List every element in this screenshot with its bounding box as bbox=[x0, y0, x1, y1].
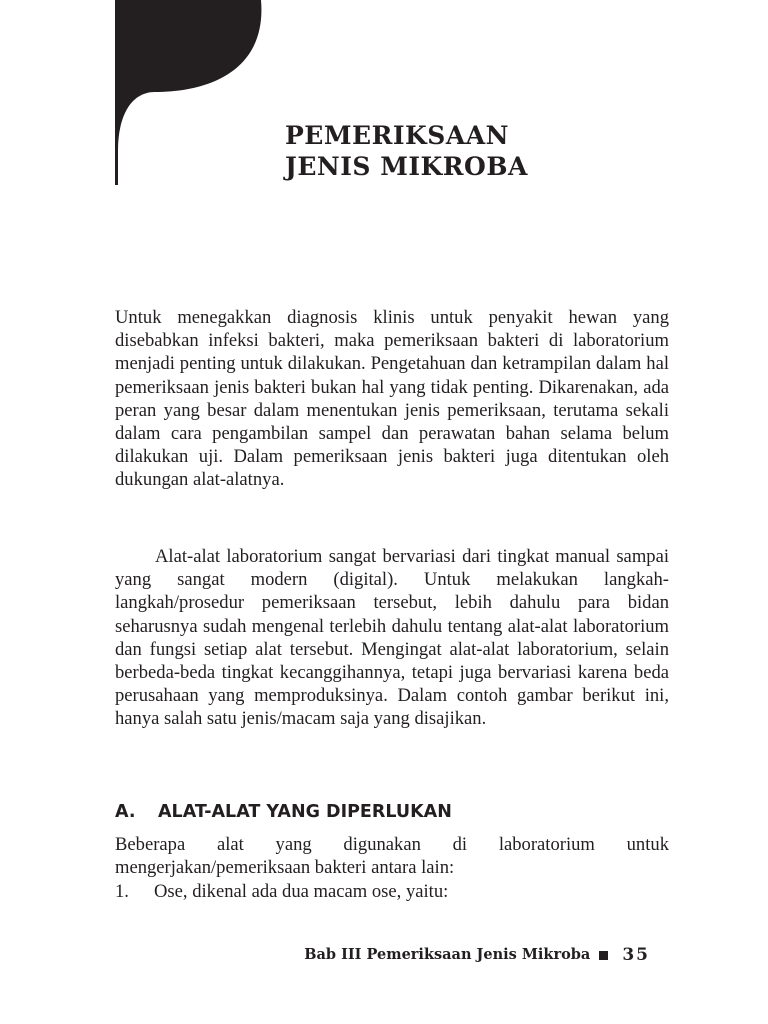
chapter-title bbox=[285, 120, 528, 182]
paragraph-text: Alat-alat laboratorium sangat bervariasi dari tingkat manual sampai yang sangat modern (digital). Untuk melakukan langkah-langkah/prosedur pemeriksaan tersebut, lebih dahulu para bidan seharusnya sudah mengenal terlebih dahulu tentang alat-alat laboratorium dan fungsi setiap alat tersebut. Mengingat alat-alat laboratorium, selain berbeda-beda tingkat kecanggihannya, tetapi juga bervariasi karena beda perusahaan yang memproduksinya. Dalam contoh gambar berikut ini, hanya salah satu jenis/macam saja yang disajikan. bbox=[115, 546, 669, 730]
chapter-label: BAB bbox=[134, 113, 214, 149]
list-item-text: Ose, dikenal ada dua macam ose, yaitu: bbox=[154, 881, 449, 902]
section-letter: A. bbox=[115, 802, 136, 822]
section-intro bbox=[115, 833, 669, 879]
page-footer bbox=[304, 944, 650, 966]
chapter-title-line-2: JENIS MIKROBA bbox=[285, 152, 528, 181]
square-bullet-icon bbox=[599, 951, 608, 960]
paragraph-text: Untuk menegakkan diagnosis klinis untuk penyakit hewan yang disebabkan infeksi bakteri, maka pemeriksaan bakteri di laboratorium menjadi penting untuk dilakukan. Pengetahuan dan ketrampilan dalam hal pemeriksaan jenis bakteri bukan hal yang tidak penting. Dikarenakan, ada peran yang besar dalam menentukan jenis pemeriksaan, terutama sekali dalam cara pengambilan sampel dan perawatan bahan selama belum dilakukan uji. Dalam pemeriksaan jenis bakteri juga ditentukan oleh dukungan alat-alatnya. bbox=[115, 307, 669, 491]
section-intro-text: Beberapa alat yang digunakan di laboratorium untuk mengerjakan/pemeriksaan bakteri antara lain: bbox=[115, 834, 669, 879]
section-title: ALAT-ALAT YANG DIPERLUKAN bbox=[158, 802, 452, 822]
chapter-title-line-1: PEMERIKSAAN bbox=[285, 121, 509, 150]
paragraph-tools bbox=[115, 545, 669, 731]
chapter-number-block bbox=[115, 0, 265, 185]
page-number: 35 bbox=[622, 945, 650, 965]
running-title: Bab III Pemeriksaan Jenis Mikroba bbox=[304, 946, 591, 963]
list-item-number: 1. bbox=[115, 881, 129, 902]
chapter-number: III bbox=[150, 145, 198, 181]
section-heading bbox=[115, 800, 452, 824]
list-item bbox=[115, 880, 669, 904]
paragraph-intro bbox=[115, 306, 669, 492]
